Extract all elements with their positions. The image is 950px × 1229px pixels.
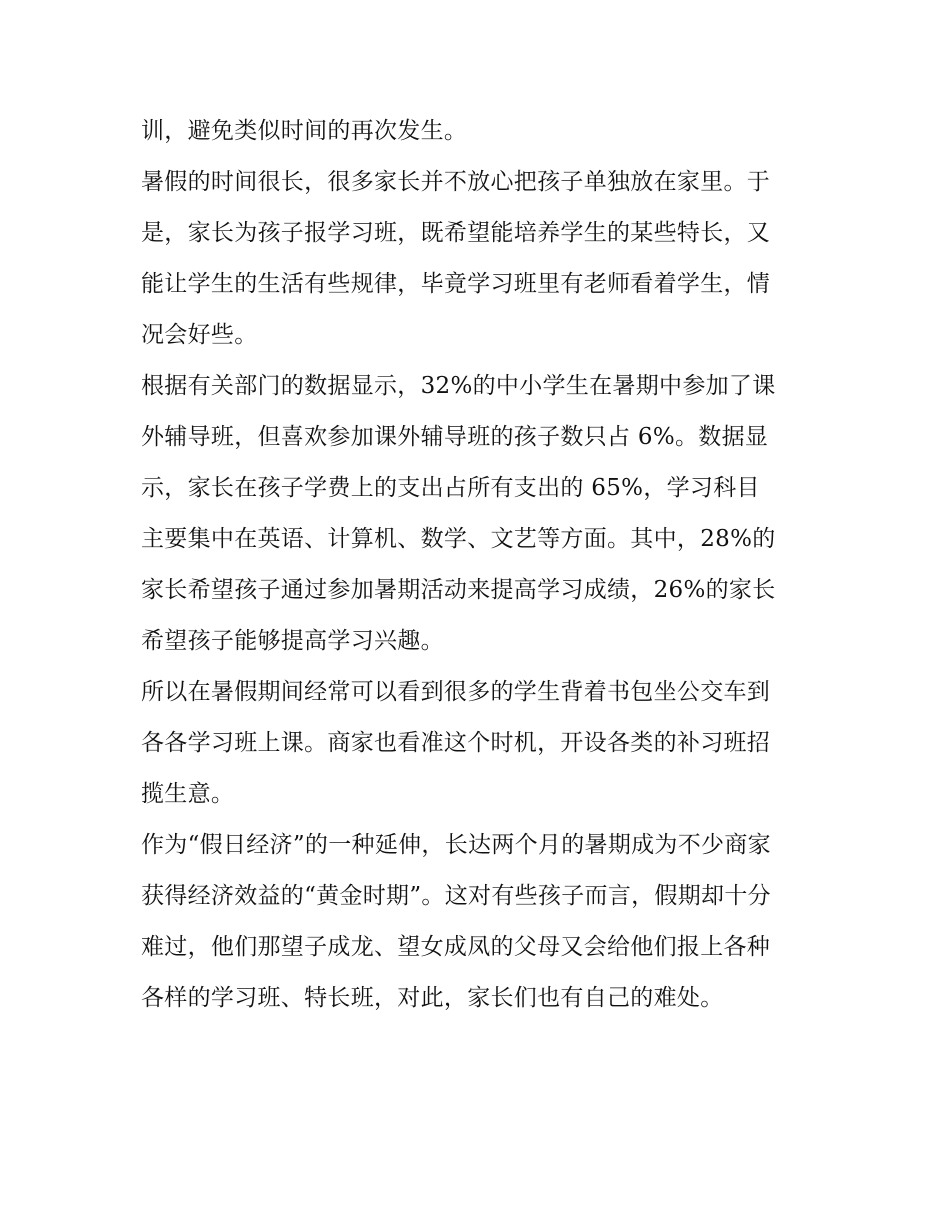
text-line: 是，家长为孩子报学习班，既希望能培养学生的某些特长，又 — [141, 220, 771, 246]
text-line: 暑假的时间很长，很多家长并不放心把孩子单独放在家里。于 — [141, 169, 771, 195]
text-line: 难过，他们那望子成龙、望女成凤的父母又会给他们报上各种 — [141, 934, 771, 960]
text-line: 主要集中在英语、计算机、数学、文艺等方面。其中，28%的 — [141, 526, 776, 552]
text-line: 揽生意。 — [141, 781, 235, 807]
text-line: 训，避免类似时间的再次发生。 — [141, 118, 468, 144]
text-line: 外辅导班，但喜欢参加课外辅导班的孩子数只占 6%。数据显 — [141, 424, 769, 450]
text-line: 根据有关部门的数据显示，32%的中小学生在暑期中参加了课 — [141, 373, 776, 399]
text-line: 家长希望孩子通过参加暑期活动来提高学习成绩，26%的家长 — [141, 577, 776, 603]
text-line: 各各学习班上课。商家也看准这个时机，开设各类的补习班招 — [141, 730, 771, 756]
body-text — [141, 106, 821, 1024]
text-line: 作为“假日经济”的一种延伸，长达两个月的暑期成为不少商家 — [141, 832, 771, 858]
text-line: 示，家长在孩子学费上的支出占所有支出的 65%，学习科目 — [141, 475, 760, 501]
text-line: 希望孩子能够提高学习兴趣。 — [141, 628, 444, 654]
text-line: 况会好些。 — [141, 322, 258, 348]
text-line: 各样的学习班、特长班，对此，家长们也有自己的难处。 — [141, 985, 724, 1011]
text-line: 所以在暑假期间经常可以看到很多的学生背着书包坐公交车到 — [141, 679, 771, 705]
text-line: 获得经济效益的“黄金时期”。这对有些孩子而言，假期却十分 — [141, 883, 771, 909]
text-line: 能让学生的生活有些规律，毕竟学习班里有老师看着学生，情 — [141, 271, 771, 297]
